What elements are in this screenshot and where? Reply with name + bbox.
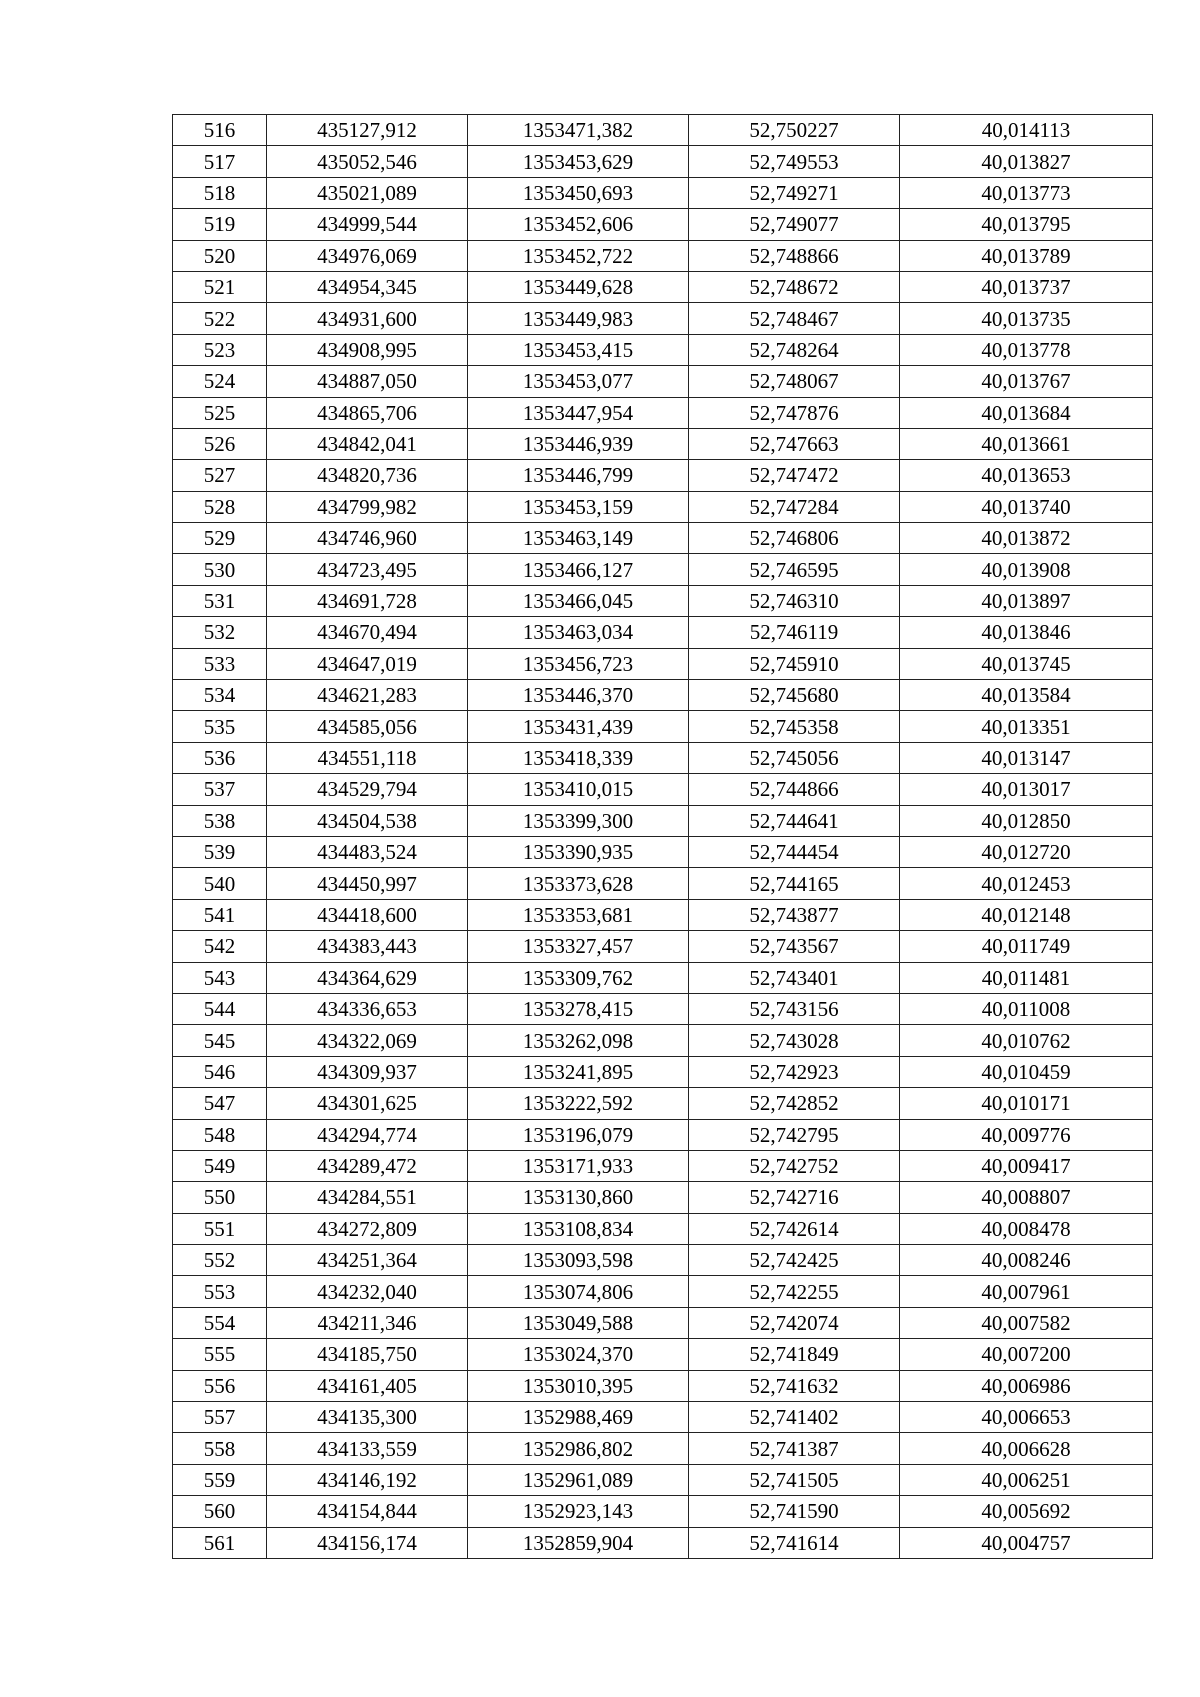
longitude-cell: 40,014113	[900, 115, 1153, 146]
latitude-cell: 52,742752	[689, 1150, 900, 1181]
x-coordinate-cell: 434336,653	[267, 993, 468, 1024]
latitude-cell: 52,744641	[689, 805, 900, 836]
point-number-cell: 529	[173, 523, 267, 554]
point-number-cell: 522	[173, 303, 267, 334]
latitude-cell: 52,746806	[689, 523, 900, 554]
y-coordinate-cell: 1353262,098	[468, 1025, 689, 1056]
x-coordinate-cell: 434842,041	[267, 428, 468, 459]
latitude-cell: 52,742852	[689, 1088, 900, 1119]
longitude-cell: 40,007582	[900, 1307, 1153, 1338]
table-row	[173, 1339, 1153, 1370]
table-row	[173, 240, 1153, 271]
longitude-cell: 40,013789	[900, 240, 1153, 271]
latitude-cell: 52,741632	[689, 1370, 900, 1401]
x-coordinate-cell: 434865,706	[267, 397, 468, 428]
y-coordinate-cell: 1353010,395	[468, 1370, 689, 1401]
y-coordinate-cell: 1353418,339	[468, 742, 689, 773]
y-coordinate-cell: 1353049,588	[468, 1307, 689, 1338]
y-coordinate-cell: 1353390,935	[468, 836, 689, 867]
x-coordinate-cell: 434585,056	[267, 711, 468, 742]
point-number-cell: 549	[173, 1150, 267, 1181]
longitude-cell: 40,013737	[900, 271, 1153, 302]
point-number-cell: 526	[173, 428, 267, 459]
x-coordinate-cell: 434272,809	[267, 1213, 468, 1244]
point-number-cell: 560	[173, 1496, 267, 1527]
latitude-cell: 52,743567	[689, 931, 900, 962]
table-row	[173, 428, 1153, 459]
longitude-cell: 40,013351	[900, 711, 1153, 742]
y-coordinate-cell: 1353453,077	[468, 366, 689, 397]
x-coordinate-cell: 434908,995	[267, 334, 468, 365]
latitude-cell: 52,748067	[689, 366, 900, 397]
y-coordinate-cell: 1352986,802	[468, 1433, 689, 1464]
longitude-cell: 40,013897	[900, 585, 1153, 616]
y-coordinate-cell: 1353024,370	[468, 1339, 689, 1370]
latitude-cell: 52,741849	[689, 1339, 900, 1370]
x-coordinate-cell: 434483,524	[267, 836, 468, 867]
point-number-cell: 535	[173, 711, 267, 742]
longitude-cell: 40,010762	[900, 1025, 1153, 1056]
table-row	[173, 836, 1153, 867]
point-number-cell: 537	[173, 774, 267, 805]
latitude-cell: 52,746595	[689, 554, 900, 585]
table-row	[173, 1402, 1153, 1433]
point-number-cell: 531	[173, 585, 267, 616]
table-row	[173, 491, 1153, 522]
latitude-cell: 52,750227	[689, 115, 900, 146]
y-coordinate-cell: 1353446,799	[468, 460, 689, 491]
x-coordinate-cell: 434309,937	[267, 1056, 468, 1087]
y-coordinate-cell: 1353074,806	[468, 1276, 689, 1307]
point-number-cell: 525	[173, 397, 267, 428]
x-coordinate-cell: 434799,982	[267, 491, 468, 522]
longitude-cell: 40,013017	[900, 774, 1153, 805]
longitude-cell: 40,012453	[900, 868, 1153, 899]
x-coordinate-cell: 434251,364	[267, 1245, 468, 1276]
table-row	[173, 711, 1153, 742]
table-row	[173, 1119, 1153, 1150]
latitude-cell: 52,747284	[689, 491, 900, 522]
point-number-cell: 519	[173, 209, 267, 240]
y-coordinate-cell: 1353453,629	[468, 146, 689, 177]
latitude-cell: 52,745056	[689, 742, 900, 773]
longitude-cell: 40,013684	[900, 397, 1153, 428]
longitude-cell: 40,006653	[900, 1402, 1153, 1433]
latitude-cell: 52,741387	[689, 1433, 900, 1464]
y-coordinate-cell: 1353353,681	[468, 899, 689, 930]
x-coordinate-cell: 435127,912	[267, 115, 468, 146]
latitude-cell: 52,748264	[689, 334, 900, 365]
longitude-cell: 40,012850	[900, 805, 1153, 836]
table-row	[173, 1213, 1153, 1244]
y-coordinate-cell: 1353449,628	[468, 271, 689, 302]
longitude-cell: 40,008807	[900, 1182, 1153, 1213]
x-coordinate-cell: 435021,089	[267, 177, 468, 208]
table-body	[173, 115, 1153, 1559]
y-coordinate-cell: 1353410,015	[468, 774, 689, 805]
longitude-cell: 40,011481	[900, 962, 1153, 993]
point-number-cell: 547	[173, 1088, 267, 1119]
x-coordinate-cell: 434551,118	[267, 742, 468, 773]
y-coordinate-cell: 1353446,370	[468, 680, 689, 711]
latitude-cell: 52,742074	[689, 1307, 900, 1338]
longitude-cell: 40,013795	[900, 209, 1153, 240]
longitude-cell: 40,008478	[900, 1213, 1153, 1244]
latitude-cell: 52,749553	[689, 146, 900, 177]
x-coordinate-cell: 434364,629	[267, 962, 468, 993]
longitude-cell: 40,013740	[900, 491, 1153, 522]
point-number-cell: 555	[173, 1339, 267, 1370]
y-coordinate-cell: 1353327,457	[468, 931, 689, 962]
table-row	[173, 1245, 1153, 1276]
y-coordinate-cell: 1353446,939	[468, 428, 689, 459]
longitude-cell: 40,006628	[900, 1433, 1153, 1464]
x-coordinate-cell: 434146,192	[267, 1464, 468, 1495]
longitude-cell: 40,013846	[900, 617, 1153, 648]
point-number-cell: 516	[173, 115, 267, 146]
y-coordinate-cell: 1353452,606	[468, 209, 689, 240]
x-coordinate-cell: 434746,960	[267, 523, 468, 554]
point-number-cell: 530	[173, 554, 267, 585]
x-coordinate-cell: 434529,794	[267, 774, 468, 805]
longitude-cell: 40,009417	[900, 1150, 1153, 1181]
latitude-cell: 52,743401	[689, 962, 900, 993]
point-number-cell: 524	[173, 366, 267, 397]
table-row	[173, 209, 1153, 240]
point-number-cell: 546	[173, 1056, 267, 1087]
point-number-cell: 550	[173, 1182, 267, 1213]
table-row	[173, 1088, 1153, 1119]
table-row	[173, 993, 1153, 1024]
table-row	[173, 460, 1153, 491]
x-coordinate-cell: 434999,544	[267, 209, 468, 240]
table-row	[173, 1464, 1153, 1495]
latitude-cell: 52,742255	[689, 1276, 900, 1307]
latitude-cell: 52,746119	[689, 617, 900, 648]
longitude-cell: 40,011749	[900, 931, 1153, 962]
latitude-cell: 52,743156	[689, 993, 900, 1024]
point-number-cell: 558	[173, 1433, 267, 1464]
table-row	[173, 931, 1153, 962]
point-number-cell: 518	[173, 177, 267, 208]
latitude-cell: 52,748467	[689, 303, 900, 334]
y-coordinate-cell: 1353471,382	[468, 115, 689, 146]
point-number-cell: 521	[173, 271, 267, 302]
latitude-cell: 52,741505	[689, 1464, 900, 1495]
latitude-cell: 52,745358	[689, 711, 900, 742]
point-number-cell: 544	[173, 993, 267, 1024]
point-number-cell: 528	[173, 491, 267, 522]
table-row	[173, 271, 1153, 302]
table-row	[173, 1307, 1153, 1338]
x-coordinate-cell: 434156,174	[267, 1527, 468, 1558]
x-coordinate-cell: 435052,546	[267, 146, 468, 177]
y-coordinate-cell: 1352961,089	[468, 1464, 689, 1495]
x-coordinate-cell: 434504,538	[267, 805, 468, 836]
point-number-cell: 536	[173, 742, 267, 773]
longitude-cell: 40,005692	[900, 1496, 1153, 1527]
x-coordinate-cell: 434723,495	[267, 554, 468, 585]
point-number-cell: 527	[173, 460, 267, 491]
table-row	[173, 1527, 1153, 1558]
x-coordinate-cell: 434185,750	[267, 1339, 468, 1370]
x-coordinate-cell: 434211,346	[267, 1307, 468, 1338]
latitude-cell: 52,748672	[689, 271, 900, 302]
point-number-cell: 552	[173, 1245, 267, 1276]
latitude-cell: 52,744866	[689, 774, 900, 805]
point-number-cell: 532	[173, 617, 267, 648]
table-row	[173, 585, 1153, 616]
y-coordinate-cell: 1353108,834	[468, 1213, 689, 1244]
longitude-cell: 40,012720	[900, 836, 1153, 867]
longitude-cell: 40,013908	[900, 554, 1153, 585]
latitude-cell: 52,748866	[689, 240, 900, 271]
point-number-cell: 542	[173, 931, 267, 962]
longitude-cell: 40,009776	[900, 1119, 1153, 1150]
y-coordinate-cell: 1353309,762	[468, 962, 689, 993]
x-coordinate-cell: 434887,050	[267, 366, 468, 397]
longitude-cell: 40,004757	[900, 1527, 1153, 1558]
point-number-cell: 540	[173, 868, 267, 899]
point-number-cell: 517	[173, 146, 267, 177]
longitude-cell: 40,006251	[900, 1464, 1153, 1495]
table-row	[173, 1150, 1153, 1181]
longitude-cell: 40,013661	[900, 428, 1153, 459]
latitude-cell: 52,745910	[689, 648, 900, 679]
y-coordinate-cell: 1353452,722	[468, 240, 689, 271]
table-row	[173, 1496, 1153, 1527]
table-row	[173, 805, 1153, 836]
point-number-cell: 557	[173, 1402, 267, 1433]
table-row	[173, 742, 1153, 773]
table-row	[173, 334, 1153, 365]
table-row	[173, 366, 1153, 397]
longitude-cell: 40,007200	[900, 1339, 1153, 1370]
table-row	[173, 554, 1153, 585]
table-row	[173, 1433, 1153, 1464]
y-coordinate-cell: 1353093,598	[468, 1245, 689, 1276]
x-coordinate-cell: 434954,345	[267, 271, 468, 302]
y-coordinate-cell: 1353466,127	[468, 554, 689, 585]
latitude-cell: 52,741402	[689, 1402, 900, 1433]
longitude-cell: 40,013827	[900, 146, 1153, 177]
latitude-cell: 52,747876	[689, 397, 900, 428]
y-coordinate-cell: 1353222,592	[468, 1088, 689, 1119]
longitude-cell: 40,013778	[900, 334, 1153, 365]
table-row	[173, 115, 1153, 146]
x-coordinate-cell: 434670,494	[267, 617, 468, 648]
table-row	[173, 899, 1153, 930]
point-number-cell: 548	[173, 1119, 267, 1150]
y-coordinate-cell: 1353171,933	[468, 1150, 689, 1181]
x-coordinate-cell: 434976,069	[267, 240, 468, 271]
y-coordinate-cell: 1353241,895	[468, 1056, 689, 1087]
y-coordinate-cell: 1353453,415	[468, 334, 689, 365]
x-coordinate-cell: 434161,405	[267, 1370, 468, 1401]
table-row	[173, 648, 1153, 679]
longitude-cell: 40,013584	[900, 680, 1153, 711]
x-coordinate-cell: 434691,728	[267, 585, 468, 616]
point-number-cell: 551	[173, 1213, 267, 1244]
longitude-cell: 40,013735	[900, 303, 1153, 334]
point-number-cell: 520	[173, 240, 267, 271]
longitude-cell: 40,013745	[900, 648, 1153, 679]
longitude-cell: 40,008246	[900, 1245, 1153, 1276]
x-coordinate-cell: 434289,472	[267, 1150, 468, 1181]
x-coordinate-cell: 434232,040	[267, 1276, 468, 1307]
x-coordinate-cell: 434133,559	[267, 1433, 468, 1464]
point-number-cell: 543	[173, 962, 267, 993]
latitude-cell: 52,742795	[689, 1119, 900, 1150]
point-number-cell: 534	[173, 680, 267, 711]
table-row	[173, 523, 1153, 554]
table-row	[173, 177, 1153, 208]
x-coordinate-cell: 434931,600	[267, 303, 468, 334]
table-row	[173, 1025, 1153, 1056]
table-row	[173, 680, 1153, 711]
latitude-cell: 52,745680	[689, 680, 900, 711]
x-coordinate-cell: 434621,283	[267, 680, 468, 711]
point-number-cell: 523	[173, 334, 267, 365]
y-coordinate-cell: 1353447,954	[468, 397, 689, 428]
latitude-cell: 52,747472	[689, 460, 900, 491]
longitude-cell: 40,007961	[900, 1276, 1153, 1307]
latitude-cell: 52,742923	[689, 1056, 900, 1087]
x-coordinate-cell: 434418,600	[267, 899, 468, 930]
latitude-cell: 52,746310	[689, 585, 900, 616]
latitude-cell: 52,749077	[689, 209, 900, 240]
point-number-cell: 561	[173, 1527, 267, 1558]
table-row	[173, 962, 1153, 993]
longitude-cell: 40,013653	[900, 460, 1153, 491]
latitude-cell: 52,743877	[689, 899, 900, 930]
latitude-cell: 52,742425	[689, 1245, 900, 1276]
longitude-cell: 40,013767	[900, 366, 1153, 397]
x-coordinate-cell: 434450,997	[267, 868, 468, 899]
y-coordinate-cell: 1352859,904	[468, 1527, 689, 1558]
y-coordinate-cell: 1352988,469	[468, 1402, 689, 1433]
point-number-cell: 539	[173, 836, 267, 867]
table-row	[173, 146, 1153, 177]
point-number-cell: 538	[173, 805, 267, 836]
table-row	[173, 1276, 1153, 1307]
x-coordinate-cell: 434301,625	[267, 1088, 468, 1119]
x-coordinate-cell: 434322,069	[267, 1025, 468, 1056]
x-coordinate-cell: 434135,300	[267, 1402, 468, 1433]
latitude-cell: 52,747663	[689, 428, 900, 459]
y-coordinate-cell: 1352923,143	[468, 1496, 689, 1527]
table-row	[173, 1370, 1153, 1401]
table-row	[173, 868, 1153, 899]
x-coordinate-cell: 434383,443	[267, 931, 468, 962]
point-number-cell: 554	[173, 1307, 267, 1338]
latitude-cell: 52,742716	[689, 1182, 900, 1213]
y-coordinate-cell: 1353450,693	[468, 177, 689, 208]
point-number-cell: 559	[173, 1464, 267, 1495]
latitude-cell: 52,741590	[689, 1496, 900, 1527]
y-coordinate-cell: 1353399,300	[468, 805, 689, 836]
point-number-cell: 553	[173, 1276, 267, 1307]
y-coordinate-cell: 1353130,860	[468, 1182, 689, 1213]
longitude-cell: 40,012148	[900, 899, 1153, 930]
table-row	[173, 303, 1153, 334]
longitude-cell: 40,010459	[900, 1056, 1153, 1087]
x-coordinate-cell: 434154,844	[267, 1496, 468, 1527]
y-coordinate-cell: 1353453,159	[468, 491, 689, 522]
y-coordinate-cell: 1353463,149	[468, 523, 689, 554]
point-number-cell: 556	[173, 1370, 267, 1401]
y-coordinate-cell: 1353431,439	[468, 711, 689, 742]
x-coordinate-cell: 434284,551	[267, 1182, 468, 1213]
table-row	[173, 774, 1153, 805]
table-row	[173, 397, 1153, 428]
point-number-cell: 541	[173, 899, 267, 930]
y-coordinate-cell: 1353196,079	[468, 1119, 689, 1150]
y-coordinate-cell: 1353463,034	[468, 617, 689, 648]
y-coordinate-cell: 1353456,723	[468, 648, 689, 679]
longitude-cell: 40,006986	[900, 1370, 1153, 1401]
latitude-cell: 52,743028	[689, 1025, 900, 1056]
table-row	[173, 617, 1153, 648]
latitude-cell: 52,744454	[689, 836, 900, 867]
latitude-cell: 52,742614	[689, 1213, 900, 1244]
longitude-cell: 40,010171	[900, 1088, 1153, 1119]
longitude-cell: 40,011008	[900, 993, 1153, 1024]
point-number-cell: 545	[173, 1025, 267, 1056]
table-row	[173, 1056, 1153, 1087]
x-coordinate-cell: 434647,019	[267, 648, 468, 679]
latitude-cell: 52,741614	[689, 1527, 900, 1558]
y-coordinate-cell: 1353373,628	[468, 868, 689, 899]
latitude-cell: 52,744165	[689, 868, 900, 899]
coordinates-table	[172, 114, 1153, 1559]
x-coordinate-cell: 434294,774	[267, 1119, 468, 1150]
longitude-cell: 40,013147	[900, 742, 1153, 773]
longitude-cell: 40,013872	[900, 523, 1153, 554]
longitude-cell: 40,013773	[900, 177, 1153, 208]
y-coordinate-cell: 1353449,983	[468, 303, 689, 334]
x-coordinate-cell: 434820,736	[267, 460, 468, 491]
latitude-cell: 52,749271	[689, 177, 900, 208]
table-row	[173, 1182, 1153, 1213]
y-coordinate-cell: 1353278,415	[468, 993, 689, 1024]
y-coordinate-cell: 1353466,045	[468, 585, 689, 616]
point-number-cell: 533	[173, 648, 267, 679]
